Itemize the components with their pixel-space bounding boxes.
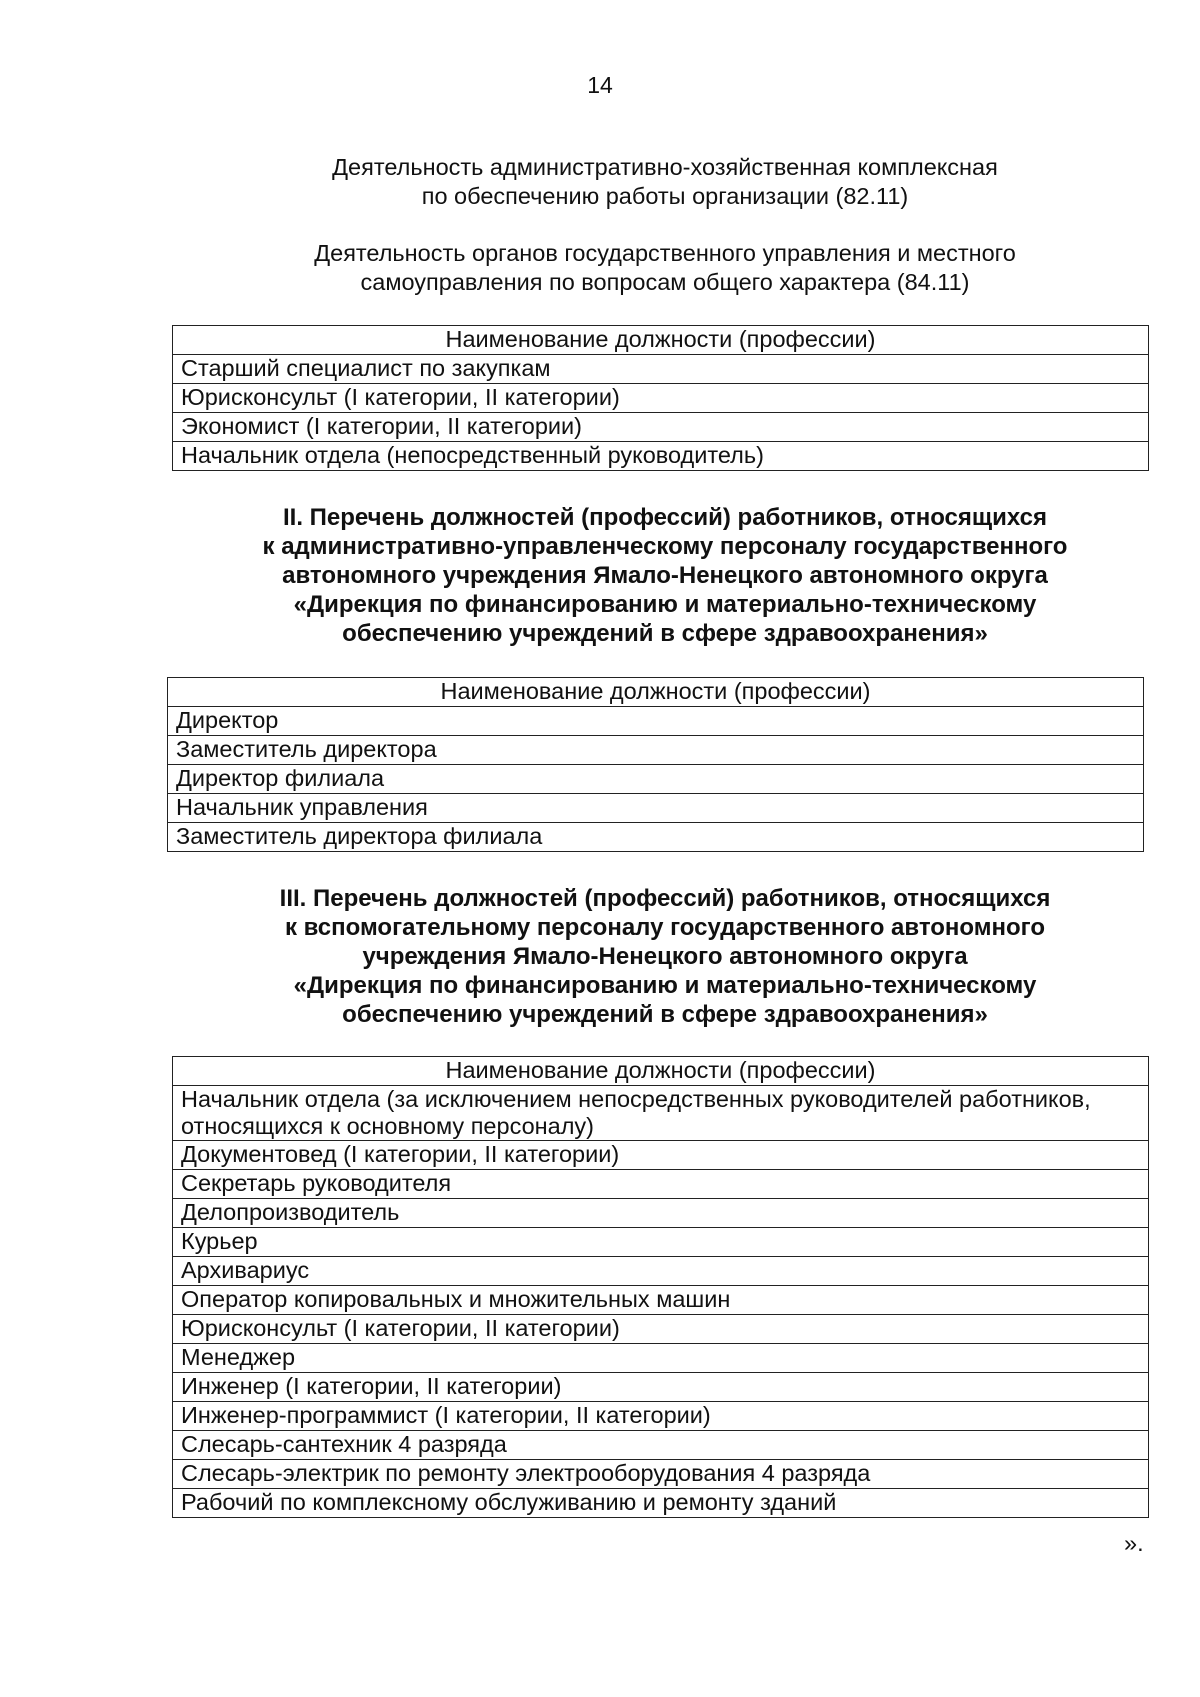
table-cell: Заместитель директора филиала: [168, 823, 1144, 852]
page-number: 14: [587, 72, 613, 98]
table-row: [173, 1431, 1149, 1460]
table-cell: Инженер-программист (I категории, II категории): [173, 1402, 1149, 1431]
table-header-cell: Наименование должности (профессии): [168, 678, 1144, 707]
activity-heading-82-11: [170, 153, 1160, 211]
table-row: [168, 823, 1144, 852]
section-2-title: [170, 503, 1160, 648]
heading-line: «Дирекция по финансированию и материально-техническому: [293, 591, 1037, 618]
table-cell: Старший специалист по закупкам: [173, 355, 1149, 384]
positions-table-main: [172, 325, 1149, 471]
table-row: [173, 1170, 1149, 1199]
positions-table-section-3: [172, 1056, 1149, 1518]
table-header-cell: Наименование должности (профессии): [173, 326, 1149, 355]
closing-quote-mark: ».: [1124, 1530, 1144, 1556]
table-cell: Юрисконсульт (I категории, II категории): [173, 1315, 1149, 1344]
table-cell: Архивариус: [173, 1257, 1149, 1286]
table-cell: Рабочий по комплексному обслуживанию и ремонту зданий: [173, 1489, 1149, 1518]
table-cell: Слесарь-электрик по ремонту электрооборудования 4 разряда: [173, 1460, 1149, 1489]
table-cell: Юрисконсульт (I категории, II категории): [173, 384, 1149, 413]
table-row: [173, 442, 1149, 471]
table-header-row: [173, 326, 1149, 355]
table-cell: Оператор копировальных и множительных машин: [173, 1286, 1149, 1315]
positions-table-section-2: [167, 677, 1144, 852]
table-cell: Слесарь-сантехник 4 разряда: [173, 1431, 1149, 1460]
table-row: [173, 1199, 1149, 1228]
table-header-row: [168, 678, 1144, 707]
table-cell: Секретарь руководителя: [173, 1170, 1149, 1199]
section-3-title: [170, 884, 1160, 1029]
heading-line: по обеспечению работы организации (82.11): [421, 183, 909, 209]
table-cell: Директор: [168, 707, 1144, 736]
table-row: [173, 1344, 1149, 1373]
heading-line: Деятельность органов государственного управления и местного: [314, 240, 1016, 266]
table-cell: Начальник отдела (за исключением непосредственных руководителей работников, относящихся к основному персоналу): [173, 1086, 1149, 1141]
table-row: [173, 1315, 1149, 1344]
heading-line: «Дирекция по финансированию и материально-техническому: [293, 972, 1037, 999]
table-cell: Экономист (I категории, II категории): [173, 413, 1149, 442]
activity-heading-84-11: [170, 239, 1160, 297]
heading-line: учреждения Ямало-Ненецкого автономного округа: [362, 943, 968, 970]
heading-line: автономного учреждения Ямало-Ненецкого автономного округа: [282, 562, 1048, 589]
table-row: [173, 1086, 1149, 1141]
table-row: [173, 1489, 1149, 1518]
table-row: [173, 1402, 1149, 1431]
table-header-row: [173, 1057, 1149, 1086]
table-row: [168, 765, 1144, 794]
table-cell: Делопроизводитель: [173, 1199, 1149, 1228]
table-row: [168, 707, 1144, 736]
table-row: [173, 1286, 1149, 1315]
heading-line: обеспечению учреждений в сфере здравоохранения»: [342, 620, 988, 647]
table-row: [173, 355, 1149, 384]
table-row: [173, 384, 1149, 413]
heading-line: к вспомогательному персоналу государственного автономного: [284, 914, 1046, 941]
table-cell: Заместитель директора: [168, 736, 1144, 765]
heading-line: II. Перечень должностей (профессий) работников, относящихся: [283, 504, 1047, 531]
table-row: [173, 1460, 1149, 1489]
table-row: [173, 1228, 1149, 1257]
table-cell: Документовед (I категории, II категории): [173, 1141, 1149, 1170]
table-row: [173, 1373, 1149, 1402]
table-cell: Инженер (I категории, II категории): [173, 1373, 1149, 1402]
table-cell: Начальник отдела (непосредственный руководитель): [173, 442, 1149, 471]
table-row: [173, 1141, 1149, 1170]
heading-line: III. Перечень должностей (профессий) работников, относящихся: [279, 885, 1051, 912]
heading-line: обеспечению учреждений в сфере здравоохранения»: [342, 1001, 988, 1028]
heading-line: к административно-управленческому персоналу государственного: [262, 533, 1068, 560]
heading-line: самоуправления по вопросам общего характера (84.11): [360, 269, 970, 295]
table-cell: Курьер: [173, 1228, 1149, 1257]
table-cell: Начальник управления: [168, 794, 1144, 823]
heading-line: Деятельность административно-хозяйственная комплексная: [332, 154, 998, 180]
table-row: [168, 794, 1144, 823]
table-row: [173, 1257, 1149, 1286]
table-cell: Директор филиала: [168, 765, 1144, 794]
table-row: [173, 413, 1149, 442]
table-row: [168, 736, 1144, 765]
table-header-cell: Наименование должности (профессии): [173, 1057, 1149, 1086]
table-cell: Менеджер: [173, 1344, 1149, 1373]
